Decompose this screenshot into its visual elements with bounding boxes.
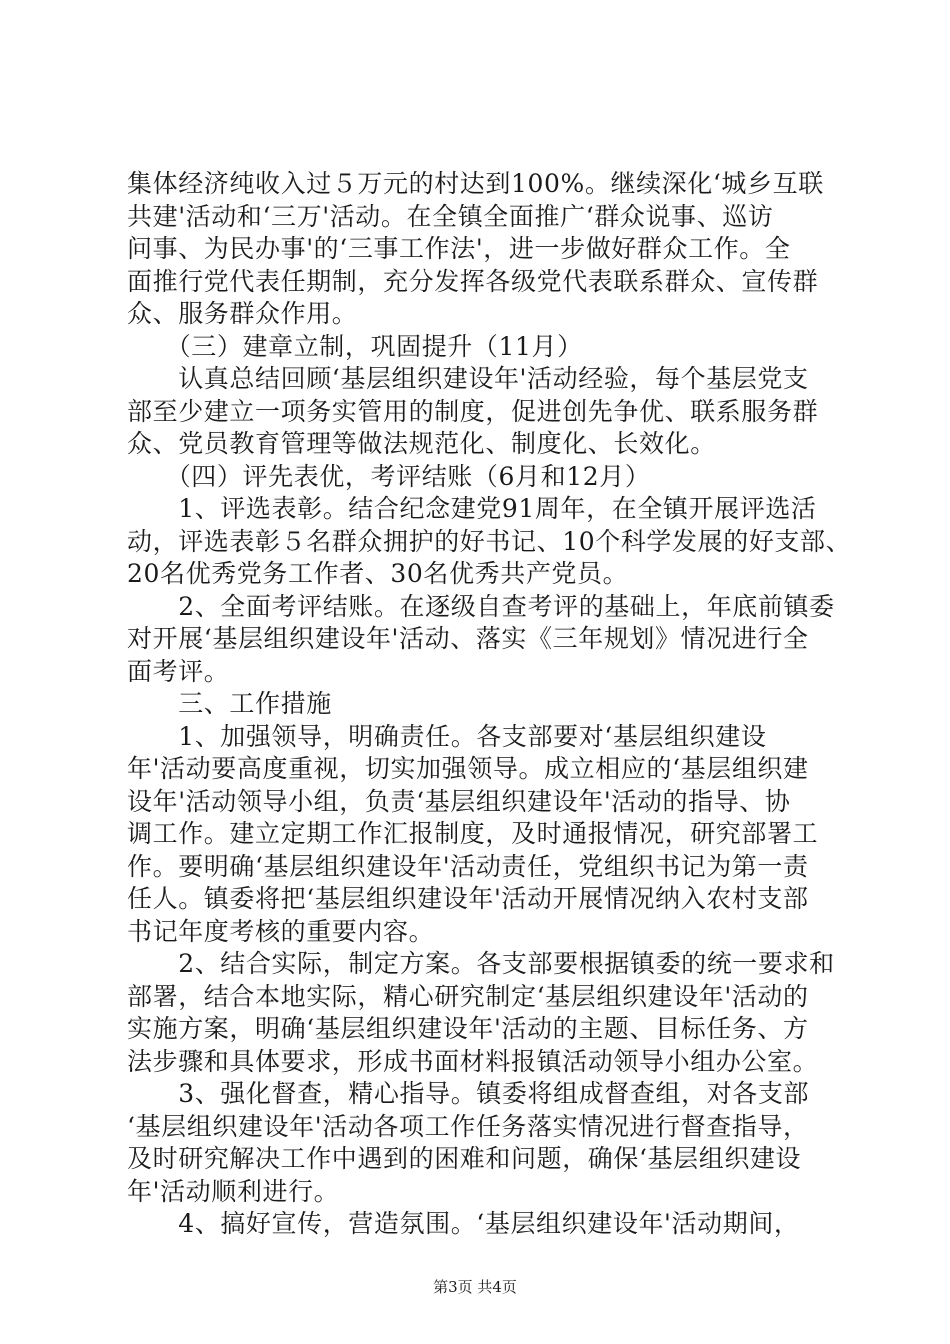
text-line: 调工作。建立定期工作汇报制度，及时通报情况，研究部署工 [127, 819, 819, 848]
text-line: 年'活动顺利进行。 [127, 1176, 340, 1206]
text-line: 2、结合实际，制定方案。各支部要根据镇委的统一要求和 [127, 949, 835, 978]
text-line: 动，评选表彰５名群众拥护的好书记、10个科学发展的好支部、 [127, 526, 852, 556]
text-line: 作。要明确‘基层组织建设年'活动责任，党组织书记为第一责 [127, 851, 809, 881]
text-line: 1、评选表彰。结合纪念建党91周年，在全镇开展评选活 [127, 494, 817, 523]
text-line: 法步骤和具体要求，形成书面材料报镇活动领导小组办公室。 [127, 1046, 819, 1076]
text-line: 部至少建立一项务实管用的制度，促进创先争优、联系服务群 [127, 396, 819, 426]
text-line: 面考评。 [127, 656, 230, 686]
text-line: 面推行党代表任期制，充分发挥各级党代表联系群众、宣传群 [127, 266, 819, 296]
text-line: （四）评先表优，考评结账（6月和12月） [127, 461, 651, 491]
text-line: 共建'活动和‘三万'活动。在全镇全面推广‘群众说事、巡访 [127, 201, 774, 231]
text-line: 书记年度考核的重要内容。 [127, 916, 435, 946]
text-line: 及时研究解决工作中遇到的困难和问题，确保‘基层组织建设 [127, 1144, 802, 1173]
text-line: 实施方案，明确‘基层组织建设年'活动的主题、目标任务、方 [127, 1014, 809, 1043]
text-line: 设年'活动领导小组，负责‘基层组织建设年'活动的指导、协 [127, 786, 791, 816]
text-line: 20名优秀党务工作者、30名优秀共产党员。 [127, 559, 629, 588]
text-line: 问事、为民办事'的‘三事工作法'，进一步做好群众工作。全 [127, 234, 791, 263]
text-line: 1、加强领导，明确责任。各支部要对‘基层组织建设 [127, 721, 767, 751]
text-line: 部署，结合本地实际，精心研究制定‘基层组织建设年'活动的 [127, 981, 809, 1011]
text-line: 对开展‘基层组织建设年'活动、落实《三年规划》情况进行全 [127, 624, 809, 653]
text-line: 3、强化督查，精心指导。镇委将组成督查组，对各支部 [127, 1079, 810, 1108]
text-line: （三）建章立制，巩固提升（11月） [127, 331, 583, 361]
page-footer: 第3页 共4页 [433, 1278, 517, 1296]
text-line: 众、服务群众作用。 [127, 299, 358, 328]
text-line: 众、党员教育管理等做法规范化、制度化、长效化。 [127, 429, 716, 458]
text-line: 年'活动要高度重视，切实加强领导。成立相应的‘基层组织建 [127, 754, 809, 783]
text-line: ‘基层组织建设年'活动各项工作任务落实情况进行督查指导， [127, 1111, 809, 1141]
text-line: 2、全面考评结账。在逐级自查考评的基础上，年底前镇委 [127, 591, 835, 621]
text-line: 三、工作措施 [127, 689, 332, 718]
text-line: 集体经济纯收入过５万元的村达到100%。继续深化‘城乡互联 [127, 169, 824, 198]
text-line: 任人。镇委将把‘基层组织建设年'活动开展情况纳入农村支部 [127, 884, 809, 913]
body-text [127, 168, 852, 1241]
text-line: 4、搞好宣传，营造氛围。‘基层组织建设年'活动期间， [127, 1209, 800, 1238]
text-line: 认真总结回顾‘基层组织建设年'活动经验，每个基层党支 [127, 364, 809, 393]
